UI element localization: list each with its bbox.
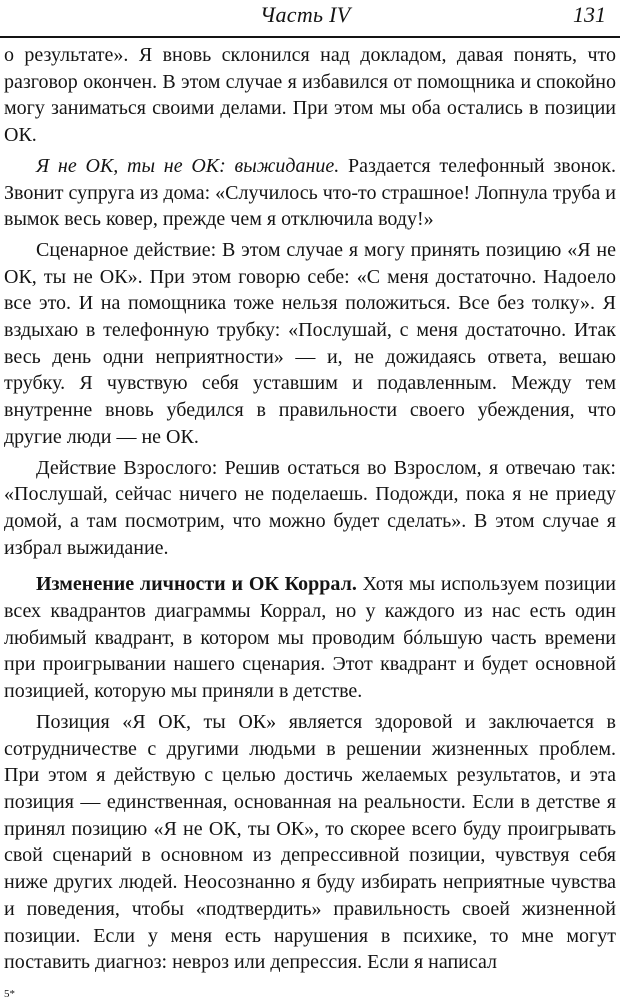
running-header [0, 0, 620, 42]
paragraph: Позиция «Я ОК, ты ОК» является здоровой и заключается в сотрудничестве с другими людьми в решении жизненных проблем. При этом я действую с целью достичь желаемых результатов, и эта позиция — единственная, основанная на реальности. Если в детстве я принял позицию «Я не ОК, ты ОК», то скорее всего буду проигрывать свой сценарий в основном из депрессивной позиции, чувствуя себя ниже других людей. Неосознанно я буду избирать неприятные чувства и поведения, чтобы «подтвердить» правильность своей жизненной позиции. Если у меня есть нарушения в психике, то мне могут поставить диагноз: невроз или депрессия. Если я написал [4, 710, 616, 974]
section-heading: Изменение личности и ОК Коррал. [36, 573, 357, 596]
paragraph-text: Раздается телефонный звонок. Звонит супруга из дома: «Случилось что-то страшное! Лопнула труба и вымок весь ковер, прежде чем я отключила воду!» [4, 154, 616, 231]
paragraph [4, 153, 616, 233]
body-text [4, 42, 616, 976]
page-number: 131 [573, 2, 606, 27]
paragraph: о результате». Я вновь склонился над докладом, давая понять, что разговор окончен. В этом случае я избавился от помощника и спокойно могу заниматься своими делами. При этом мы оба остались в позиции ОК. [4, 44, 616, 147]
paragraph-lead: Я не ОК, ты не ОК: выжидание. [36, 154, 340, 177]
paragraph: Действие Взрослого: Решив остаться во Взрослом, я отвечаю так: «Послушай, сейчас ничего не поделаешь. Подожди, пока я не приеду домой, а там посмотрим, что можно будет сделать». В этом случае я избрал выжидание. [4, 456, 616, 559]
paragraph: Сценарное действие: В этом случае я могу принять позицию «Я не ОК, ты не ОК». При этом говорю себе: «С меня достаточно. Надоело все это. И на помощника тоже нельзя положиться. Все без толку». Я вздыхаю в телефонную трубку: «Послушай, с меня достаточно. Итак весь день одни неприятности» — и, не дожидаясь ответа, вешаю трубку. Я чувствую себя уставшим и подавленным. Между тем внутренне вновь убедился в правильности своего убеждения, что другие люди — не ОК. [4, 238, 616, 448]
signature-mark: 5* [4, 988, 15, 1000]
paragraph [4, 571, 616, 705]
header-title: Часть IV [260, 2, 351, 27]
header-rule [0, 36, 620, 38]
paragraph-text: Хотя мы используем позиции всех квадрантов диаграммы Коррал, но у каждого из нас есть один любимый квадрант, в котором мы проводим бóльшую часть времени при проигрывании нашего сценария. Этот квадрант и будет основной позицией, которую мы приняли в детстве. [4, 573, 616, 703]
